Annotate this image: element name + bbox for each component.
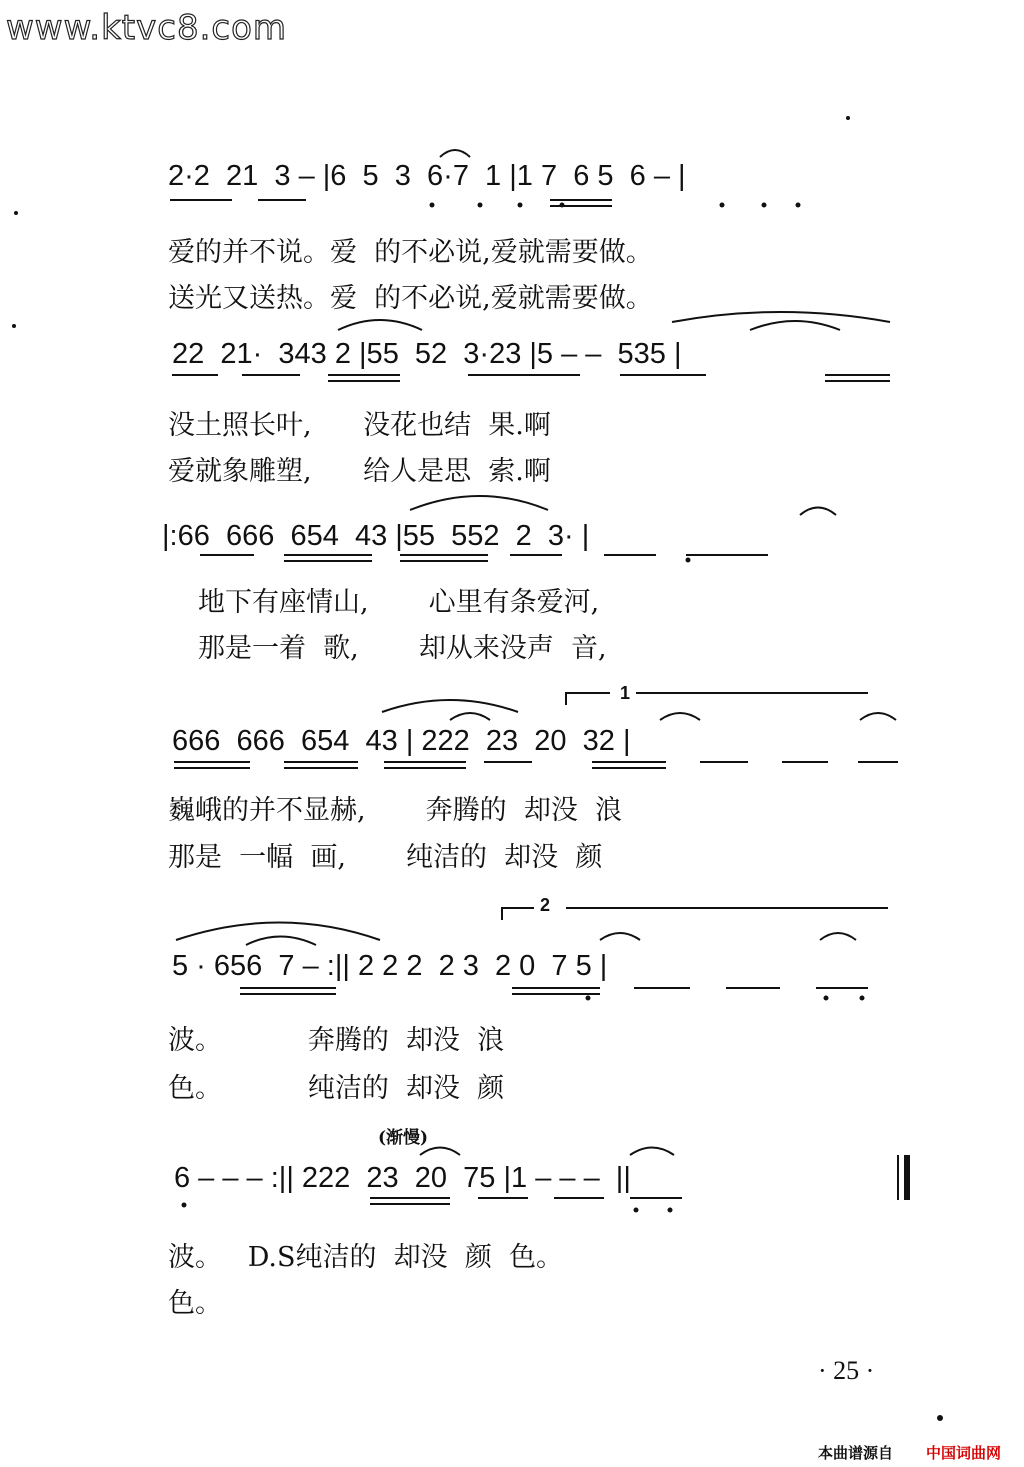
slur-mark (820, 933, 856, 940)
footer-source-label: 本曲谱源自 (818, 1444, 894, 1462)
octave-dot (686, 558, 691, 563)
octave-dot (668, 1208, 673, 1213)
notation-line-6: 6 – – – :|| 222 23 20 75 |1 – – – || (174, 1162, 631, 1194)
lyrics-line-5a: 波。 奔腾的 却没 浪 (168, 1025, 505, 1056)
slur-mark (600, 933, 640, 940)
slur-mark (450, 713, 490, 720)
notation-line-3: |:66 666 654 43 |55 552 2 3· | (162, 520, 590, 552)
notation-line-4: 666 666 654 43 | 222 23 20 32 | (172, 725, 631, 757)
lyrics-line-6b: 色。 (168, 1288, 222, 1319)
slur-mark (410, 496, 548, 510)
watermark: www.ktvc8.com (6, 8, 287, 48)
lyrics-line-1b: 送光又送热。爱 的不必说,爱就需要做。 (168, 283, 653, 314)
octave-dot (478, 203, 483, 208)
lyrics-line-5b: 色。 纯洁的 却没 颜 (168, 1073, 505, 1104)
ending-bracket-2 (502, 908, 534, 920)
octave-dot (430, 203, 435, 208)
octave-dot (762, 203, 767, 208)
lyrics-line-2b: 爱就象雕塑, 给人是思 索.啊 (168, 456, 551, 487)
slur-mark (660, 713, 700, 720)
slur-mark (440, 150, 470, 157)
lyrics-line-3a: 地下有座情山, 心里有条爱河, (198, 587, 600, 618)
ending-bracket-1 (566, 693, 610, 705)
octave-dot (634, 1208, 639, 1213)
stray-dot (937, 1415, 943, 1421)
slur-mark (246, 937, 316, 946)
page-number: · 25 · (818, 1356, 875, 1385)
octave-dot (860, 996, 865, 1001)
octave-dot (796, 203, 801, 208)
notation-line-2: 22 21· 343 2 |55 52 3·23 |5 – – 535 | (172, 338, 682, 370)
stray-dot (12, 324, 16, 328)
slur-mark (672, 312, 890, 322)
octave-dot (720, 203, 725, 208)
slur-mark (630, 1148, 674, 1156)
lyrics-line-3b: 那是一着 歌, 却从来没声 音, (198, 633, 607, 664)
stray-dot (14, 211, 18, 215)
slur-mark (860, 713, 896, 720)
final-barline (904, 1155, 910, 1200)
notation-line-5: 5 · 656 7 – :|| 2 2 2 2 3 2 0 7 5 | (172, 950, 608, 982)
footer-site-link[interactable]: 中国词曲网 (926, 1444, 1002, 1462)
ending-label-2: 2 (540, 895, 551, 915)
ending-label-1: 1 (620, 683, 631, 703)
octave-dot (586, 996, 591, 1001)
octave-dot (182, 1203, 187, 1208)
slur-mark (800, 508, 836, 516)
lyrics-line-6a: 波。 D.S纯洁的 却没 颜 色。 (168, 1242, 564, 1273)
lyrics-line-4a: 巍峨的并不显赫, 奔腾的 却没 浪 (168, 795, 622, 826)
slur-mark (382, 700, 518, 712)
lyrics-line-1a: 爱的并不说。爱 的不必说,爱就需要做。 (168, 237, 653, 268)
slur-mark (420, 1148, 460, 1156)
slur-mark (338, 320, 422, 330)
stray-dot (846, 116, 850, 120)
octave-dot (560, 203, 565, 208)
slur-mark (750, 321, 840, 330)
lyrics-line-4b: 那是 一幅 画, 纯洁的 却没 颜 (168, 842, 603, 873)
octave-dot (518, 203, 523, 208)
tempo-mark: (渐慢) (378, 1128, 429, 1148)
octave-dot (824, 996, 829, 1001)
notation-line-1: 2·2 21 3 – |6 5 3 6·7 1 |1 7 6 5 6 – | (168, 160, 686, 192)
lyrics-line-2a: 没土照长叶, 没花也结 果.啊 (168, 410, 551, 441)
